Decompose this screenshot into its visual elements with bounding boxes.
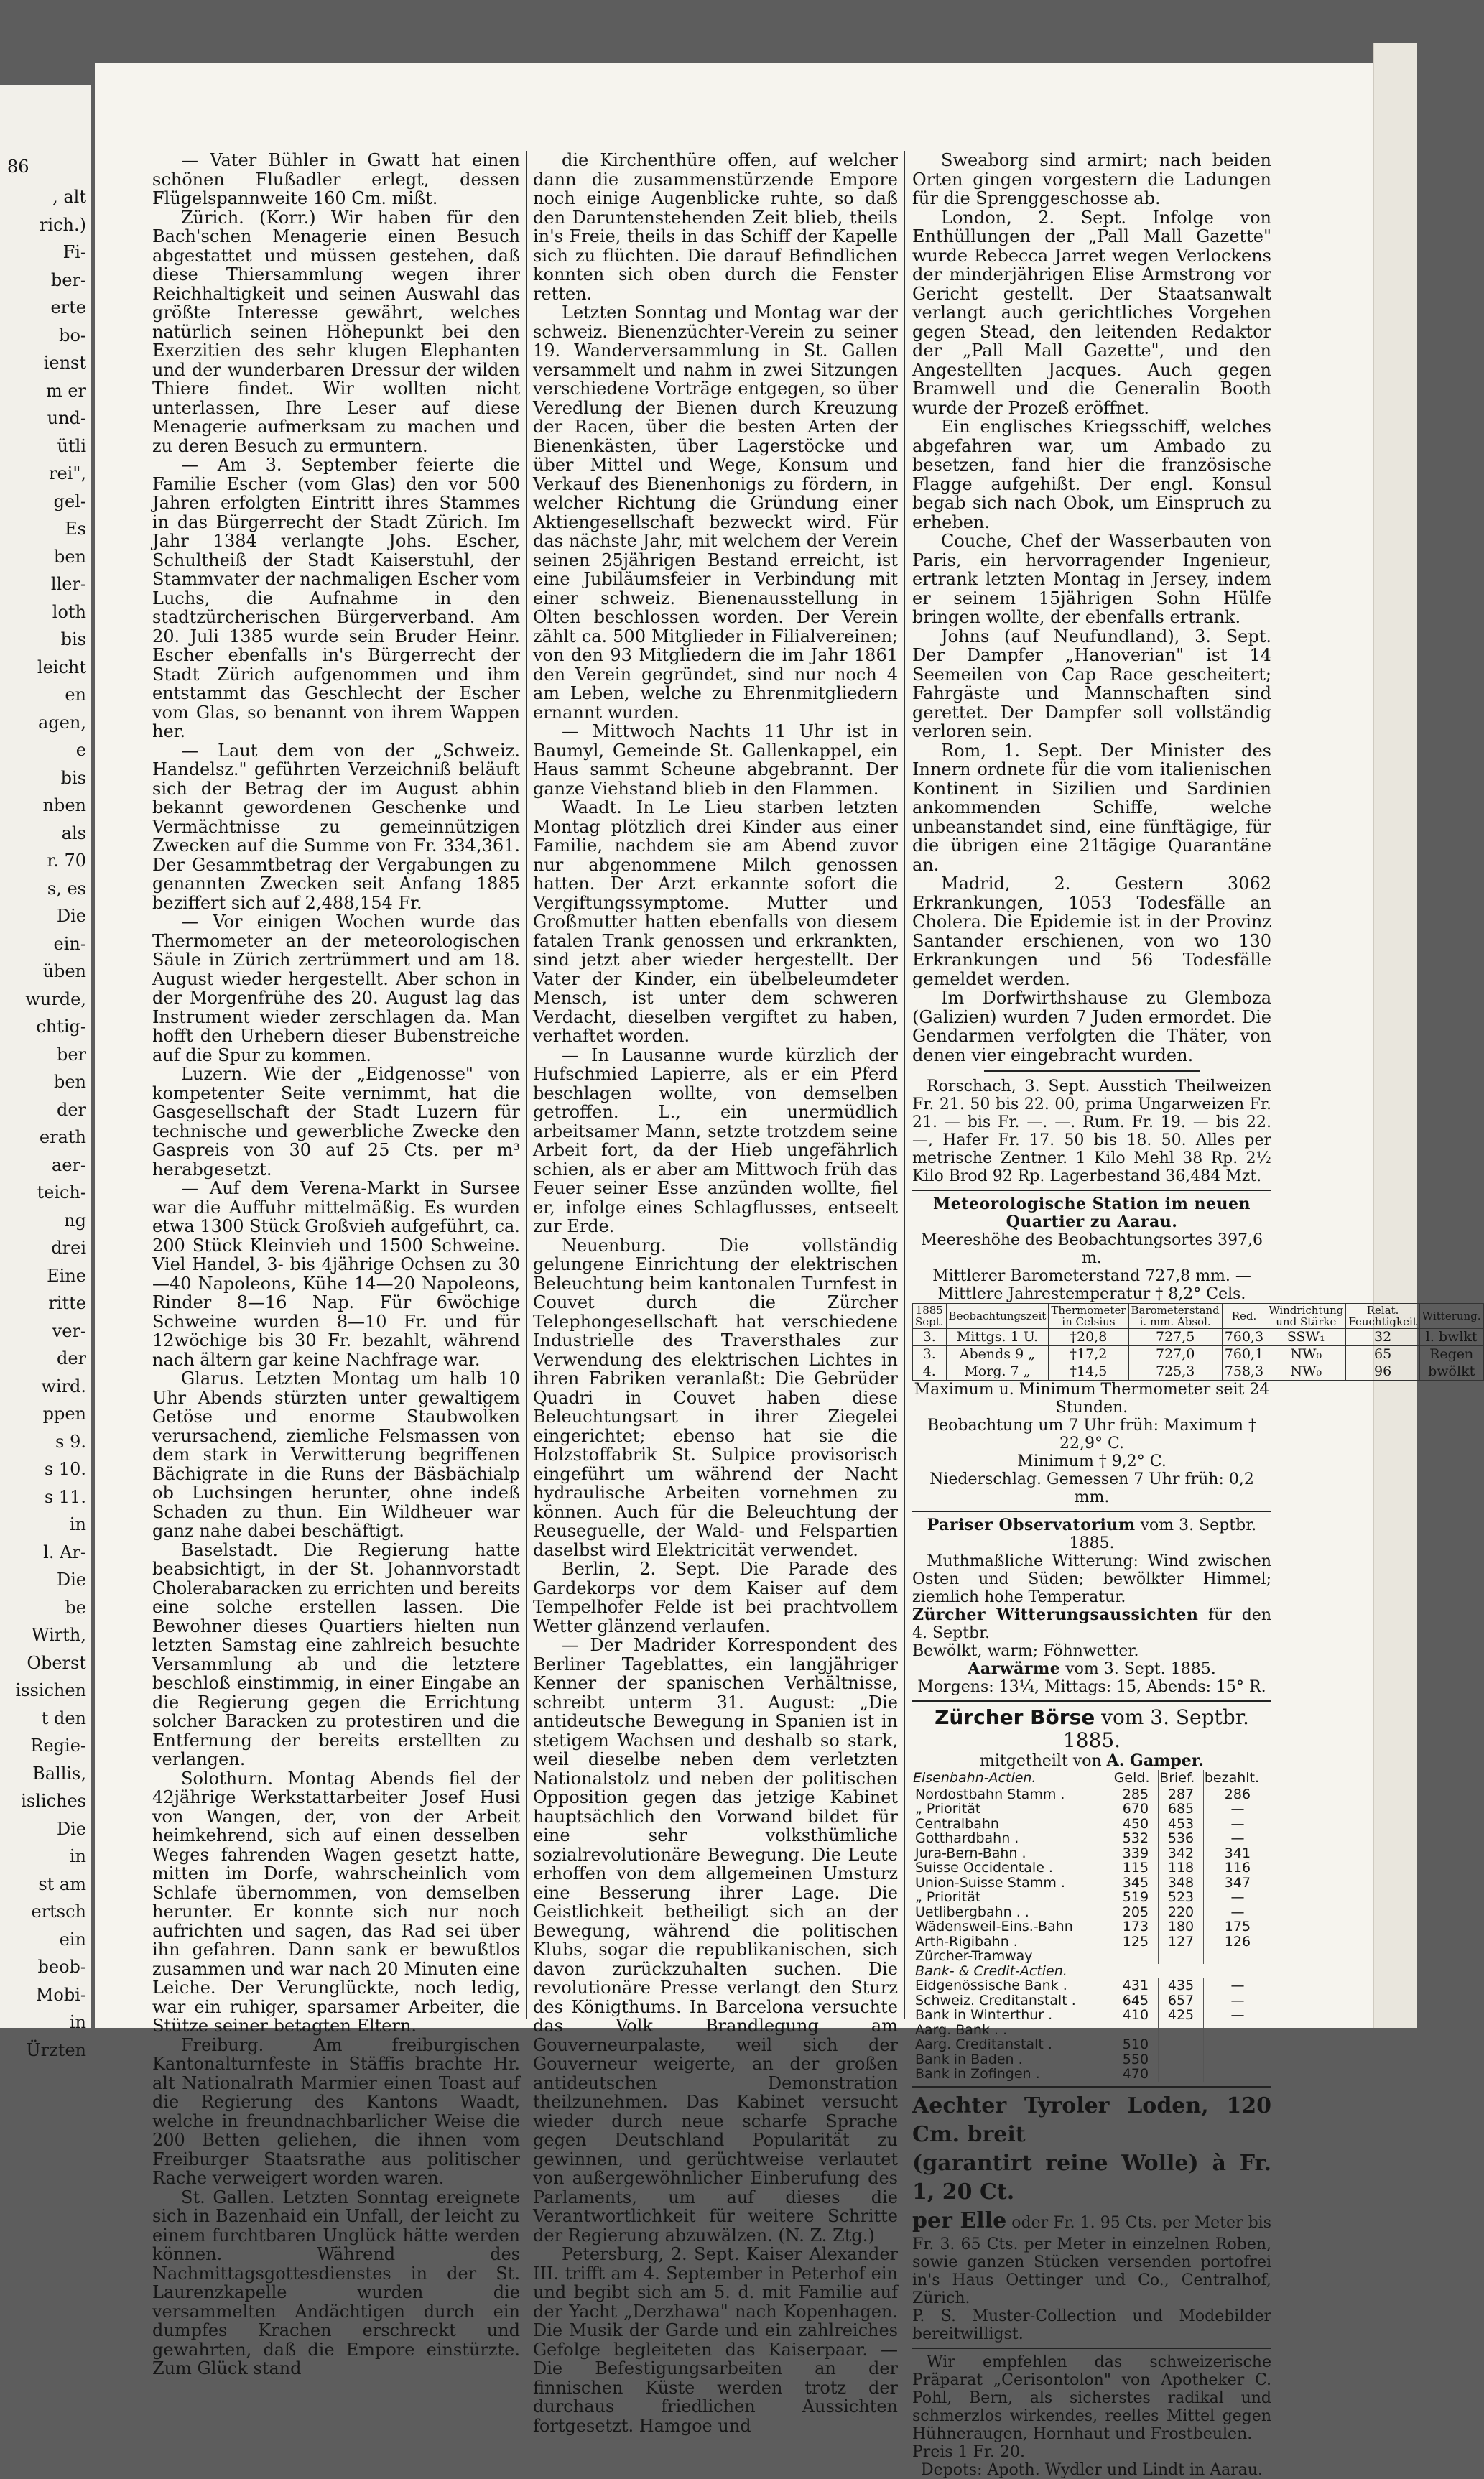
meteo-row <box>913 1363 1484 1381</box>
bourse-row <box>912 1787 1271 1802</box>
bourse-cell: 285 <box>1113 1787 1158 1802</box>
prev-page-fragment: s 10. <box>44 1459 86 1479</box>
meteo-line-2: Mittlerer Barometerstand 727,8 mm. — Mittlere Jahrestemperatur † 8,2° Cels. <box>932 1267 1251 1303</box>
prev-page-fragment: üben <box>42 961 86 981</box>
article-paragraph: Solothurn. Montag Abends fiel der 42jährige Werkstattarbeiter Josef Husi von Wangen, der, von der Arbeit heimkehrend, sich auf einen desselben Weges fahrenden Wagen gesetzt hatte, mitten im Dorfe, wahrscheinlich vom Schlafe übernommen, von demselben herunter. Er konnte sich nur noch aufrichten und sagen, das Rad sei über ihn gefahren. Dann sank er bewußtlos zusammen und war nach 20 Minuten eine Leiche. Der Verunglückte, noch ledig, war ein ruhiger, sparsamer Arbeiter, die Stütze seiner betagten Eltern. <box>152 1768 520 2036</box>
prev-page-fragment: be <box>65 1597 86 1618</box>
prev-page-fragment: und- <box>47 408 86 428</box>
prev-page-fragment: ppen <box>42 1404 86 1424</box>
bourse-cell: 425 <box>1159 2008 1204 2023</box>
prev-page-fragment: s 9. <box>55 1431 86 1452</box>
meteo-cell: Mittgs. 1 U. <box>946 1329 1049 1346</box>
article-paragraph: — Mittwoch Nachts 11 Uhr ist in Baumyl, Gemeinde St. Gallenkappel, ein Haus sammt Scheune abgebrannt. Der ganze Viehstand blieb in den Flammen. <box>533 721 898 799</box>
prev-page-fragment: ber <box>56 1044 86 1065</box>
prev-page-fragment: st am <box>38 1873 86 1894</box>
bourse-cell <box>1159 1949 1204 1964</box>
article-paragraph: Freiburg. Am freiburgischen Kantonalturnfeste in Stäffis brachte Hr. alt Nationalrath Marmier einen Toast auf die Regierung des Kantons Waadt, welche in freundnachbarlicher Weise die 200 Betten geliehen, die ihnen vom Freiburger Staatsrathe aus politischer Rache verweigert worden waren. <box>152 2034 520 2188</box>
prev-page-fragment: Fi- <box>62 242 86 262</box>
prev-page-fragment: teich- <box>37 1182 86 1203</box>
prev-page-fragment: ertsch <box>31 1901 86 1922</box>
bourse-row <box>912 2008 1271 2023</box>
bourse-cell: 532 <box>1113 1831 1158 1846</box>
prev-page-fragment: ein <box>59 1929 86 1950</box>
column-rule <box>904 151 905 2019</box>
meteo-section <box>912 1195 1481 1506</box>
bourse-row <box>912 1993 1271 2008</box>
bourse-cell <box>1203 1949 1271 1964</box>
article-paragraph: Luzern. Wie der „Eidgenosse" von kompetenter Seite vernimmt, hat die Gasgesellschaft der Stadt Luzern für technische und gewerbliche Zwecke den Gaspreis von 30 auf 25 Cts. per m³ herabgesetzt. <box>152 1064 520 1180</box>
prev-page-fragment: ritte <box>48 1293 86 1313</box>
paris-text: Muthmaßliche Witterung: Wind zwischen Osten und Süden; bewölkter Himmel; ziemlich hohe Temperatur. <box>912 1552 1271 1606</box>
article-paragraph: Neuenburg. Die vollständig gelungene Einrichtung der elektrischen Beleuchtung beim kantonalen Turnfest in Couvet durch die Zürcher Telephongesellschaft hat verschiedene Industrielle des Traversthales zur Verwendung des elektrischen Lichtes in ihren Fabriken veranlaßt: Die Gebrüder Quadri in Couvet haben diese Beleuchtungsart in ihrer Ziegelei eingerichtet; ebenso hat sie die Holzstoffabrik St. Sulpice provisorisch eingeführt um während der Nacht hydraulische Arbeiten vornehmen zu können. Auch für die Beleuchtung der Reuseguelle, der Wald- und Felspartien daselbst wird Elektricität verwendet. <box>533 1235 898 1560</box>
meteo-cell: Abends 9 „ <box>946 1346 1049 1363</box>
bourse-cell: Centralbahn <box>915 1815 999 1832</box>
article-paragraph: — Vor einigen Wochen wurde das Thermometer an der meteorologischen Säule in Zürich zertrümmert und am 18. August wieder hergestellt. Aber schon in der Morgenfrühe des 20. August lag das Instrument wieder zerschlagen da. Man hofft den Urhebern dieser Bubenstreiche auf die Spur zu kommen. <box>152 912 520 1065</box>
ad-corn-body: Wir empfehlen das schweizerische Präparat „Cerisontolon" von Apotheker C. Pohl, Bern, als sicherstes radikal und schmerzlos wirkendes, reelles Mittel gegen Hühneraugen, Hornhaut und Frostbeulen. <box>912 2353 1271 2443</box>
paris-observatory <box>912 1516 1271 1606</box>
prev-page-fragment: Ürzten <box>26 2039 86 2060</box>
meteo-cell: 4. <box>913 1363 947 1381</box>
meteo-cell: 727,5 <box>1128 1329 1222 1346</box>
bourse-author: A. Gamper. <box>1106 1751 1204 1770</box>
meteo-cell: SSW₁ <box>1266 1329 1346 1346</box>
prev-page-fragment: chtig- <box>36 1016 86 1037</box>
bourse-cell: Arth-Rigibahn . <box>915 1933 1018 1950</box>
bourse-cell: Bank in Zofingen . <box>915 2066 1040 2082</box>
paris-title: Pariser Observatorium <box>927 1516 1136 1534</box>
meteo-title: Meteorologische Station im neuen Quartier zu Aarau. <box>932 1195 1251 1231</box>
aare-text: vom 3. Sept. 1885. <box>1060 1660 1216 1678</box>
meteo-cell: 3. <box>913 1346 947 1363</box>
bourse-cell: 536 <box>1159 1831 1204 1846</box>
zurich-weather-title: Zürcher Witterungsaussichten <box>912 1605 1199 1624</box>
article-paragraph: St. Gallen. Letzten Sonntag ereignete sich in Bazenhaid ein Unfall, der leicht zu einem furchtbaren Unglück hätte werden können. Während des Nachmittagsgottesdienstes in der St. Laurenzkapelle wurden die versammelten Andächtigen durch ein dumpfes Krachen erschreckt und gewahrten, daß die Empore einstürzte. Zum Glück stand <box>152 2187 520 2378</box>
prev-page-fragment: Eine <box>47 1265 86 1286</box>
article-paragraph: — Am 3. September feierte die Familie Escher (vom Glas) den vor 500 Jahren erfolgten Eintritt ihres Stammes in das Bürgerrecht der Stadt Zürich. Im Jahr 1384 verlangte Johs. Escher, Schultheiß der Stadt Kaiserstuhl, der Stammvater der nachmaligen Escher vom Luchs, die Aufnahme in den stadtzürcherischen Bürgerverband. Am 20. Juli 1385 wurde sein Bruder Heinr. Escher ebenfalls in's Bürgerrecht der Stadt Zürich aufgenommen und ihm entstammt das Geschlecht der Escher vom Glas, so benannt von ihrem Wappen her. <box>152 455 520 741</box>
prev-page-fragment: bo- <box>59 325 86 346</box>
bourse-row <box>912 2023 1271 2038</box>
meteo-after-4: Niederschlag. Gemessen 7 Uhr früh: 0,2 mm. <box>929 1470 1254 1506</box>
bourse-cell: — <box>1203 1905 1271 1920</box>
bourse-cell: Gotthardbahn . <box>915 1830 1019 1846</box>
prev-page-fragment: ben <box>53 546 86 567</box>
prev-page-fragment: s 11. <box>44 1486 86 1507</box>
bourse-cell: 523 <box>1159 1890 1204 1905</box>
bourse-header-cell: bezahlt. <box>1203 1770 1271 1787</box>
meteo-cell: Morg. 7 „ <box>946 1363 1049 1381</box>
bourse-cell: 431 <box>1113 1978 1158 1993</box>
divider <box>912 2086 1271 2088</box>
prev-page-fragment: , alt <box>52 187 86 207</box>
bourse-cell: Zürcher-Tramway <box>915 1948 1033 1964</box>
ad-corn-price: Preis 1 Fr. 20. <box>912 2442 1025 2461</box>
bourse-row <box>912 1978 1271 1993</box>
bourse-cell: Nordostbahn Stamm . <box>915 1786 1065 1802</box>
bourse-cell: Aarg. Bank . . <box>915 2021 1008 2038</box>
bourse-cell: 470 <box>1113 2067 1158 2082</box>
bourse-row <box>912 1861 1271 1876</box>
bourse-section <box>912 1706 1271 2082</box>
ad-loden-line-3: per Elle <box>912 2207 1007 2233</box>
bourse-cell: 205 <box>1113 1905 1158 1920</box>
article-paragraph: — Vater Bühler in Gwatt hat einen schönen Flußadler erlegt, dessen Flügelspannweite 160 Cm. mißt. <box>152 150 520 208</box>
prev-page-fragment: Wirth, <box>31 1625 86 1645</box>
meteo-row <box>913 1329 1484 1346</box>
ad-loden <box>912 2092 1271 2343</box>
bourse-cell: — <box>1203 1817 1271 1832</box>
divider <box>912 1700 1271 1702</box>
aare-line: Morgens: 13¼, Mittags: 15, Abends: 15° R. <box>917 1678 1266 1696</box>
bourse-row <box>912 1802 1271 1817</box>
article-paragraph: Letzten Sonntag und Montag war der schweiz. Bienenzüchter-Verein zu seiner 19. Wanderversammlung in St. Gallen versammelt und nahm in zwei Sitzungen verschiedene Vorträge entgegen, so über Veredlung der Bienen durch Kreuzung der Racen, über die besten Arten der Bienenkästen, über Lagerstöcke und über Mittel und Wege, Konsum und Verkauf des Bienenhonigs zu fördern, in welcher Richtung die Gründung einer Aktiengesellschaft bezweckt wird. Für das nächste Jahr, mit welchem der Verein seinen 25jährigen Bestand erreicht, ist eine Jubiläumsfeier in Verbindung mit einer schweiz. Bienenausstellung in Olten beschlossen worden. Der Verein zählt ca. 500 Mitglieder in Filialvereinen; von den 93 Mitgliedern die im Jahr 1861 den Verein gegründet, sind nur noch 4 am Leben, welche zu Ehrenmitgliedern ernannt wurden. <box>533 302 898 723</box>
bourse-cell: 220 <box>1159 1905 1204 1920</box>
meteo-header-cell: Red. <box>1222 1304 1266 1329</box>
column-2 <box>533 151 898 2435</box>
meteo-table <box>912 1303 1484 1381</box>
prev-page-fragment: ütli <box>57 435 86 456</box>
bourse-cell: 127 <box>1159 1934 1204 1950</box>
prev-page-fragment: Es <box>65 519 86 539</box>
prev-page-fragment: nben <box>42 795 86 815</box>
bourse-cell: 115 <box>1113 1861 1158 1876</box>
prev-page-fragment: m er <box>45 380 86 401</box>
ad-loden-line-1: Aechter Tyroler Loden, 120 Cm. breit <box>912 2093 1271 2147</box>
bourse-cell: — <box>1203 1890 1271 1905</box>
bourse-cell: 519 <box>1113 1890 1158 1905</box>
prev-page-fragment: ber- <box>50 269 86 290</box>
bourse-cell: 175 <box>1203 1919 1271 1934</box>
prev-page-fragment: loth <box>52 601 86 622</box>
ad-corn-depot: Depots: Apoth. Wydler und Lindt in Aarau. <box>920 2460 1263 2479</box>
prev-page-fragment: gel- <box>53 491 86 511</box>
prev-page-fragment: agen, <box>38 712 86 733</box>
article-paragraph: Baselstadt. Die Regierung hatte beabsichtigt, in der St. Johannvorstadt Cholerabaracken zu errichten und bereits eine solche erstellen lassen. Die Bewohner dieses Quartiers hielten nun letzten Samstag eine zahlreich besuchte Versammlung ab und die letztere beschloß einstimmig, in einer Eingabe an die Regierung gegen die Errichtung solcher Baracken zu protestiren und die Entfernung der bereits erstellten zu verlangen. <box>152 1539 520 1769</box>
bourse-header-cell: Geld. <box>1113 1770 1158 1787</box>
meteo-row <box>913 1346 1484 1363</box>
prev-page-fragment: Die <box>56 1570 86 1590</box>
previous-page-strip <box>0 85 91 2060</box>
prev-page-fragment: der <box>56 1099 86 1120</box>
bourse-row <box>912 1890 1271 1905</box>
bourse-row <box>912 1817 1271 1832</box>
article-paragraph: — In Lausanne wurde kürzlich der Hufschmied Lapierre, als er ein Pferd beschlagen wollte, von demselben getroffen. L., ein unermüdlich arbeitsamer Mann, setzte trotzdem seine Arbeit fort, da der Hieb ungefährlich schien, als er aber am Mittwoch früh das Feuer seiner Esse anzünden wollte, fiel er, infolge eines Schlagflusses, entseelt zur Erde. <box>533 1044 898 1236</box>
article-paragraph: die Kirchenthüre offen, auf welcher dann die zusammenstürzende Empore noch einige Augenblicke ruhte, so daß den Daruntenstehenden Zeit blieb, theils in's Freie, theils in das Schiff der Kapelle sich zu flüchten. Die darauf Befindlichen konnten sich oben durch die Fenster retten. <box>533 150 898 304</box>
paris-date: vom 3. Septbr. 1885. <box>1069 1516 1257 1552</box>
zurich-weather-date: für den 4. Septbr. <box>912 1606 1271 1642</box>
article-paragraph: Johns (auf Neufundland), 3. Sept. Der Dampfer „Hanoverian" ist 14 Seemeilen von Cap Race gescheitert; Fahrgäste und Mannschaften sind gerettet. Der Dampfer soll vollständig verloren sein. <box>912 626 1271 741</box>
article-paragraph: Ein englisches Kriegsschiff, welches abgefahren war, um Ambado zu besetzen, fand hier die französische Flagge aufgehißt. Der engl. Konsul begab sich nach Obok, um Einspruch zu erheben. <box>912 417 1271 532</box>
ad-loden-body: oder Fr. 1. 95 Cts. per Meter bis Fr. 3. 65 Cts. per Meter in einzelnen Roben, sowie ganzen Stücken versenden portofrei in's Haus Oettinger und Co., Centralhof, Zürich. <box>912 2213 1271 2307</box>
prev-page-fragment: ein- <box>53 933 86 954</box>
bourse-cell: Union-Suisse Stamm . <box>915 1874 1065 1891</box>
bourse-row <box>912 1876 1271 1891</box>
prev-page-fragment: rich.) <box>39 214 86 235</box>
prev-page-fragment: Ballis, <box>32 1763 86 1784</box>
bourse-cell <box>1159 2052 1204 2067</box>
page-edge <box>1373 43 1417 2028</box>
column-3 <box>912 150 1481 2479</box>
prev-page-fragment: t den <box>41 1708 86 1728</box>
prev-page-fragment: isliches <box>21 1791 86 1811</box>
bourse-cell: Schweiz. Creditanstalt . <box>915 1992 1076 2008</box>
meteo-after-1: Maximum u. Minimum Thermometer seit 24 Stunden. <box>914 1381 1270 1417</box>
bourse-cell <box>1203 2037 1271 2052</box>
article-paragraph: Madrid, 2. Gestern 3062 Erkrankungen, 1053 Todesfälle an Cholera. Die Epidemie ist in der Provinz Santander erschienen, von wo 130 Erkrankungen und 56 Todesfälle gemeldet werden. <box>912 874 1271 989</box>
article-paragraph: Waadt. In Le Lieu starben letzten Montag plötzlich drei Kinder aus einer Familie, nachdem sie am Abend zuvor nur abgenommene Milch genossen hatten. Der Arzt erkannte sofort die Vergiftungssymptome. Mutter und Großmutter hatten ebenfalls von diesem fatalen Trank genossen und erkrankten, sind jetzt aber wieder hergestellt. Der Vater der Kinder, ein übelbeleumdeter Mensch, ist unter dem schweren Verdacht, dieselben vergiftet zu haben, verhaftet worden. <box>533 797 898 1046</box>
meteo-line-1: Meereshöhe des Beobachtungsortes 397,6 m. <box>921 1231 1263 1267</box>
prev-page-fragment: Die <box>56 906 86 926</box>
bourse-row <box>912 2067 1271 2082</box>
bourse-cell: 347 <box>1203 1876 1271 1891</box>
bourse-cell: 287 <box>1159 1787 1204 1802</box>
bourse-cell: „ Priorität <box>915 1889 981 1905</box>
bourse-cell <box>1203 2052 1271 2067</box>
meteo-header-cell: Barometerstand i. mm. Absol. <box>1128 1304 1222 1329</box>
bourse-cell: 118 <box>1159 1861 1204 1876</box>
prev-page-fragment: leicht <box>37 657 86 677</box>
bourse-cell: 125 <box>1113 1934 1158 1950</box>
bourse-cell: — <box>1203 1802 1271 1817</box>
bourse-cell: 450 <box>1113 1817 1158 1832</box>
prev-page-fragment: l. Ar- <box>43 1542 86 1562</box>
prev-page-fragment: der <box>56 1348 86 1368</box>
bourse-cell: 286 <box>1203 1787 1271 1802</box>
meteo-cell: 96 <box>1346 1363 1419 1381</box>
meteo-after-3: Minimum † 9,2° C. <box>1017 1452 1167 1470</box>
bourse-cell: Wädensweil-Eins.-Bahn <box>915 1919 1073 1934</box>
meteo-header-cell: Thermometer in Celsius <box>1049 1304 1128 1329</box>
bourse-cell <box>1159 2023 1204 2038</box>
prev-page-fragment: in <box>69 2012 86 2032</box>
meteo-header-cell: 1885 Sept. <box>913 1304 947 1329</box>
bourse-cell: 348 <box>1159 1876 1204 1891</box>
bourse-cell: Eidgenössische Bank . <box>915 1978 1067 1993</box>
article-paragraph: London, 2. Sept. Infolge von Enthüllungen der „Pall Mall Gazette" wurde Rebecca Jarret wegen Verlockens der minderjährigen Elise Armstrong vor Gericht gestellt. Der Staatsanwalt verlangt auch gerichtliches Vorgehen gegen Stead, den leitenden Redaktor der „Pall Mall Gazette", und den Angestellten Jacques. Auch gegen Bramwell und die Generalin Booth wurde der Prozeß eröffnet. <box>912 207 1271 418</box>
prev-page-fragment: drei <box>51 1238 86 1258</box>
bourse-date: vom 3. Septbr. 1885. <box>1062 1705 1249 1752</box>
market-report: Rorschach, 3. Sept. Ausstich Theilweizen Fr. 21. 50 bis 22. 00, prima Ungarweizen Fr. 21. — bis Fr. —. —. Rum. Fr. 19. — bis 22. —, Hafer Fr. 17. 50 bis 18. 50. Alles per metrische Zentner. 1 Kilo Mehl 38 Rp. 2½ Kilo Brod 92 Rp. Lagerbestand 36,484 Mzt. <box>912 1078 1271 1185</box>
ad-loden-ps: P. S. Muster-Collection und Modebilder bereitwilligst. <box>912 2307 1271 2343</box>
bourse-cell: 657 <box>1159 1993 1204 2008</box>
prev-page-fragment: in <box>69 1846 86 1866</box>
aare-temp <box>912 1660 1271 1696</box>
bourse-table <box>912 1770 1271 2082</box>
bourse-cell: — <box>1203 1993 1271 2008</box>
article-paragraph: Petersburg, 2. Sept. Kaiser Alexander III. trifft am 4. September in Peterhof ein und begibt sich am 5. d. mit Familie auf der Yacht „Derzhawa" nach Kopenhagen. Die Musik der Garde und ein zahlreiches Gefolge begleiteten das Kaiserpaar. — Die Befestigungsarbeiten an der finnischen Küste werden trotz der durchaus friedlichen Aussichten fortgesetzt. Hamgoe und <box>533 2244 898 2436</box>
meteo-cell: †14,5 <box>1049 1363 1128 1381</box>
divider <box>912 1511 1271 1512</box>
ad-corn-remedy <box>912 2353 1271 2479</box>
bourse-cell: 435 <box>1159 1978 1204 1993</box>
prev-page-fragment: Oberst <box>27 1652 86 1673</box>
bourse-cell: Bank in Winterthur . <box>915 2007 1053 2023</box>
meteo-cell: 760,1 <box>1222 1346 1266 1363</box>
bourse-cell <box>1113 2023 1158 2038</box>
bourse-header-cell: Eisenbahn-Actien. <box>912 1770 1113 1787</box>
bourse-header-cell: Brief. <box>1159 1770 1204 1787</box>
meteo-cell: 3. <box>913 1329 947 1346</box>
column-1 <box>152 151 520 2378</box>
bourse-cell: 685 <box>1159 1802 1204 1817</box>
prev-page-fragment: wird. <box>41 1376 86 1396</box>
prev-page-fragment: s, es <box>47 878 86 899</box>
article-paragraph: — Laut dem von der „Schweiz. Handelsz." geführten Verzeichniß beläuft sich der Betrag der im August abhin bekannt gewordenen Geschenke und Vermächtnisse zu gemeinnützigen Zwecken auf die Summe von Fr. 334,361. Der Gesammtbetrag der Vergabungen zu genannten Zwecken seit Anfang 1885 beziffert sich auf 2,488,154 Fr. <box>152 740 520 913</box>
bourse-cell: 345 <box>1113 1876 1158 1891</box>
bourse-row <box>912 2052 1271 2067</box>
article-paragraph: Couche, Chef der Wasserbauten von Paris, ein hervorragender Ingenieur, ertrank letzten Montag in Jersey, indem er seinem 15jährigen Sohn Hülfe bringen wollte, der ebenfalls ertrank. <box>912 531 1271 627</box>
article-paragraph: Glarus. Letzten Montag um halb 10 Uhr Abends stürzten unter gewaltigem Getöse und enorme Staubwolken verursachend, ziemliche Felsmassen von dem stark in Verwitterung begriffenen Bächigrate in die Runs der Bäsbächialp ob Luchsingen herunter, ohne indeß Schaden zu thun. Ein Wildheuer war ganz nahe dabei beschäftigt. <box>152 1368 520 1541</box>
prev-page-fragment: ienst <box>43 353 86 373</box>
article-paragraph: Im Dorfwirthshause zu Glemboza (Galizien) wurden 7 Juden ermordet. Die Gendarmen verfolgten die Thäter, von denen vier eingebracht wurden. <box>912 988 1271 1065</box>
prev-page-fragment: e <box>75 740 86 760</box>
bourse-cell: 116 <box>1203 1861 1271 1876</box>
prev-page-fragment: wurde, <box>25 988 86 1009</box>
meteo-cell: 758,3 <box>1222 1363 1266 1381</box>
prev-page-fragment: ben <box>53 1072 86 1092</box>
bourse-cell: „ Priorität <box>915 1801 981 1817</box>
bourse-row <box>912 1831 1271 1846</box>
prev-page-fragment: ver- <box>52 1320 86 1341</box>
bourse-cell <box>1203 2023 1271 2038</box>
prev-page-fragment: ller- <box>50 574 86 594</box>
bourse-cell: 670 <box>1113 1802 1158 1817</box>
meteo-cell: NW₀ <box>1266 1346 1346 1363</box>
prev-page-fragment: beob- <box>37 1957 86 1977</box>
prev-page-fragment: aer- <box>51 1154 86 1175</box>
prev-page-fragment: Mobi- <box>35 1984 86 2005</box>
prev-page-fragment: bis <box>60 629 86 649</box>
meteo-cell: Regen <box>1419 1346 1483 1363</box>
ad-loden-line-2: (garantirt reine Wolle) à Fr. 1, 20 Ct. <box>912 2150 1271 2205</box>
meteo-cell: †17,2 <box>1049 1346 1128 1363</box>
bourse-row <box>912 1846 1271 1861</box>
bourse-cell: 180 <box>1159 1919 1204 1934</box>
divider <box>912 1190 1271 1191</box>
article-paragraph: Berlin, 2. Sept. Die Parade des Gardekorps vor dem Kaiser auf dem Tempelhofer Felde ist bei prachtvollem Wetter glänzend verlaufen. <box>533 1559 898 1636</box>
meteo-cell: 760,3 <box>1222 1329 1266 1346</box>
bourse-cell: 126 <box>1203 1934 1271 1950</box>
bourse-cell: 510 <box>1113 2037 1158 2052</box>
meteo-header-cell: Witterung. <box>1419 1304 1483 1329</box>
article-paragraph: Sweaborg sind armirt; nach beiden Orten gingen vorgestern die Ladungen für die Sprenggeschosse ab. <box>912 150 1271 208</box>
bourse-cell: Jura-Bern-Bahn . <box>915 1845 1026 1861</box>
page-number: 86 <box>7 157 29 177</box>
prev-page-fragment: bis <box>60 767 86 788</box>
prev-page-fragment: rei", <box>48 463 86 483</box>
bourse-cell: Aarg. Creditanstalt . <box>915 2037 1052 2052</box>
bourse-cell <box>1159 2067 1204 2082</box>
article-paragraph: — Auf dem Verena-Markt in Sursee war die Auffuhr mittelmäßig. Es wurden etwa 1300 Stück Großvieh aufgeführt, ca. 200 Stück Kleinvieh und 1500 Schweine. Viel Handel, 3- bis 4jährige Ochsen zu 30—40 Napoleons, Kühe 14—20 Napoleons, Rinder 8—16 Nap. Für 6wöchige Schweine wurden 8—10 Fr. und für 12wöchige bis 30 Fr. bezahlt, während nach ältern gar keine Nachfrage war. <box>152 1178 520 1370</box>
prev-page-fragment: als <box>61 823 86 843</box>
prev-page-fragment: Die <box>56 1818 86 1839</box>
bourse-cell <box>1113 1949 1158 1964</box>
meteo-cell: 725,3 <box>1128 1363 1222 1381</box>
meteo-cell: 65 <box>1346 1346 1419 1363</box>
prev-page-fragment: ng <box>64 1210 86 1231</box>
meteo-cell: 727,0 <box>1128 1346 1222 1363</box>
prev-page-fragment: en <box>65 685 86 705</box>
column-3-articles <box>912 151 1271 1065</box>
meteo-cell: †20,8 <box>1049 1329 1128 1346</box>
bourse-row <box>912 1905 1271 1920</box>
bourse-cell <box>1159 2037 1204 2052</box>
bourse-cell: 453 <box>1159 1817 1204 1832</box>
aare-title: Aarwärme <box>968 1659 1061 1678</box>
zurich-weather-text: Bewölkt, warm; Föhnwetter. <box>912 1642 1139 1660</box>
prev-page-fragment: erath <box>39 1127 86 1147</box>
bourse-cell <box>1203 2067 1271 2082</box>
bourse-cell: 341 <box>1203 1846 1271 1861</box>
meteo-header-cell: Windrichtung und Stärke <box>1266 1304 1346 1329</box>
bourse-title: Zürcher Börse <box>935 1705 1095 1729</box>
bourse-cell: — <box>1203 2008 1271 2023</box>
bourse-cell: — <box>1203 1978 1271 1993</box>
article-paragraph: Zürich. (Korr.) Wir haben für den Bach'schen Menagerie einen Besuch abgestattet und müssen gestehen, daß diese Thiersammlung wegen ihrer Reichhaltigkeit und seinen Auswahl das größte Interesse gewährt, welches natürlich seinen Höhepunkt bei den Exerzitien des sehr klugen Elephanten und der wunderbaren Dressur der wilden Thiere findet. Wir wollten nicht unterlassen, Ihre Leser auf diese Menagerie aufmerksam zu machen und zu deren Besuch zu ermuntern. <box>152 207 520 456</box>
meteo-cell: l. bwlkt <box>1419 1329 1483 1346</box>
divider <box>912 2348 1271 2349</box>
bourse-cell: 410 <box>1113 2008 1158 2023</box>
column-rule <box>526 151 527 2019</box>
bourse-row <box>912 1934 1271 1950</box>
zurich-weather <box>912 1606 1271 1660</box>
bourse-bank-header: Bank- & Credit-Actien. <box>915 1963 1067 1979</box>
divider <box>984 1070 1200 1072</box>
bourse-cell: 342 <box>1159 1846 1204 1861</box>
prev-page-fragment: in <box>69 1514 86 1534</box>
meteo-after-2: Beobachtung um 7 Uhr früh: Maximum † 22,9° C. <box>927 1417 1256 1452</box>
article-paragraph: — Der Madrider Korrespondent des Berliner Tageblattes, ein langjähriger Kenner der spanischen Verhältnisse, schreibt unterm 31. August: „Die antideutsche Bewegung in Spanien ist in stetigem Wachsen und deshalb so stark, weil dieselbe neben dem verletzten Nationalstolz und neben der politischen Opposition gegen das jetzige Kabinet hauptsächlich den Vorwand bildet für eine sehr volksthümliche sozialrevolutionäre Bewegung. Die Leute erhoffen von dem allgemeinen Umsturz eine Besserung ihrer Lage. Die Geistlichkeit betheiligt sich an der Bewegung, während die politischen Klubs, sogar die republikanischen, sich davon zurückzuhalten suchen. Die revolutionäre Presse verlangt den Sturz des Königthums. In Barcelona versuchte das Volk Brandlegung am Gouverneurpalaste, weil sich der Gouverneur weigerte, an der großen antideutschen Demonstration theilzunehmen. Das Kabinet versucht wieder durch neue scharfe Sprache gegen Deutschland Popularität zu gewinnen, und gerüchtweise verlautet von außergewöhnlicher Einberufung des Parlaments, um auf dieses die Verantwortlichkeit für weitere Schritte der Regierung abzuwälzen. (N. Z. Ztg.) <box>533 1635 898 2246</box>
meteo-header-cell: Beobachtungszeit <box>946 1304 1049 1329</box>
bourse-cell: Suisse Occidentale . <box>915 1860 1053 1876</box>
meteo-cell: bwölkt <box>1419 1363 1483 1381</box>
article-paragraph: Rom, 1. Sept. Der Minister des Innern ordnete für die vom italienischen Kontinent in Sizilien und Sardinien ankommenden Schiffe, welche unbeanstandet sind, eine fünftägige, für die übrigen eine 21tägige Quarantäne an. <box>912 740 1271 875</box>
bourse-cell: Uetlibergbahn . . <box>915 1904 1029 1920</box>
prev-page-fragment: issichen <box>15 1680 86 1700</box>
meteo-cell: NW₀ <box>1266 1363 1346 1381</box>
bourse-cell: 339 <box>1113 1846 1158 1861</box>
prev-page-fragment: erte <box>50 297 86 318</box>
bourse-cell: 550 <box>1113 2052 1158 2067</box>
bourse-cell: 173 <box>1113 1919 1158 1934</box>
bourse-cell: Bank in Baden . <box>915 2051 1023 2067</box>
meteo-header-cell: Relat. Feuchtigkeit <box>1346 1304 1419 1329</box>
prev-page-fragment: Regie- <box>30 1736 86 1756</box>
meteo-cell: 32 <box>1346 1329 1419 1346</box>
bourse-row <box>912 1949 1271 1964</box>
bourse-cell: — <box>1203 1831 1271 1846</box>
bourse-row <box>912 1919 1271 1934</box>
prev-page-fragment: r. 70 <box>47 851 86 871</box>
bourse-row <box>912 2037 1271 2052</box>
bourse-cell: 645 <box>1113 1993 1158 2008</box>
bourse-sub: mitgetheilt von <box>980 1752 1107 1770</box>
